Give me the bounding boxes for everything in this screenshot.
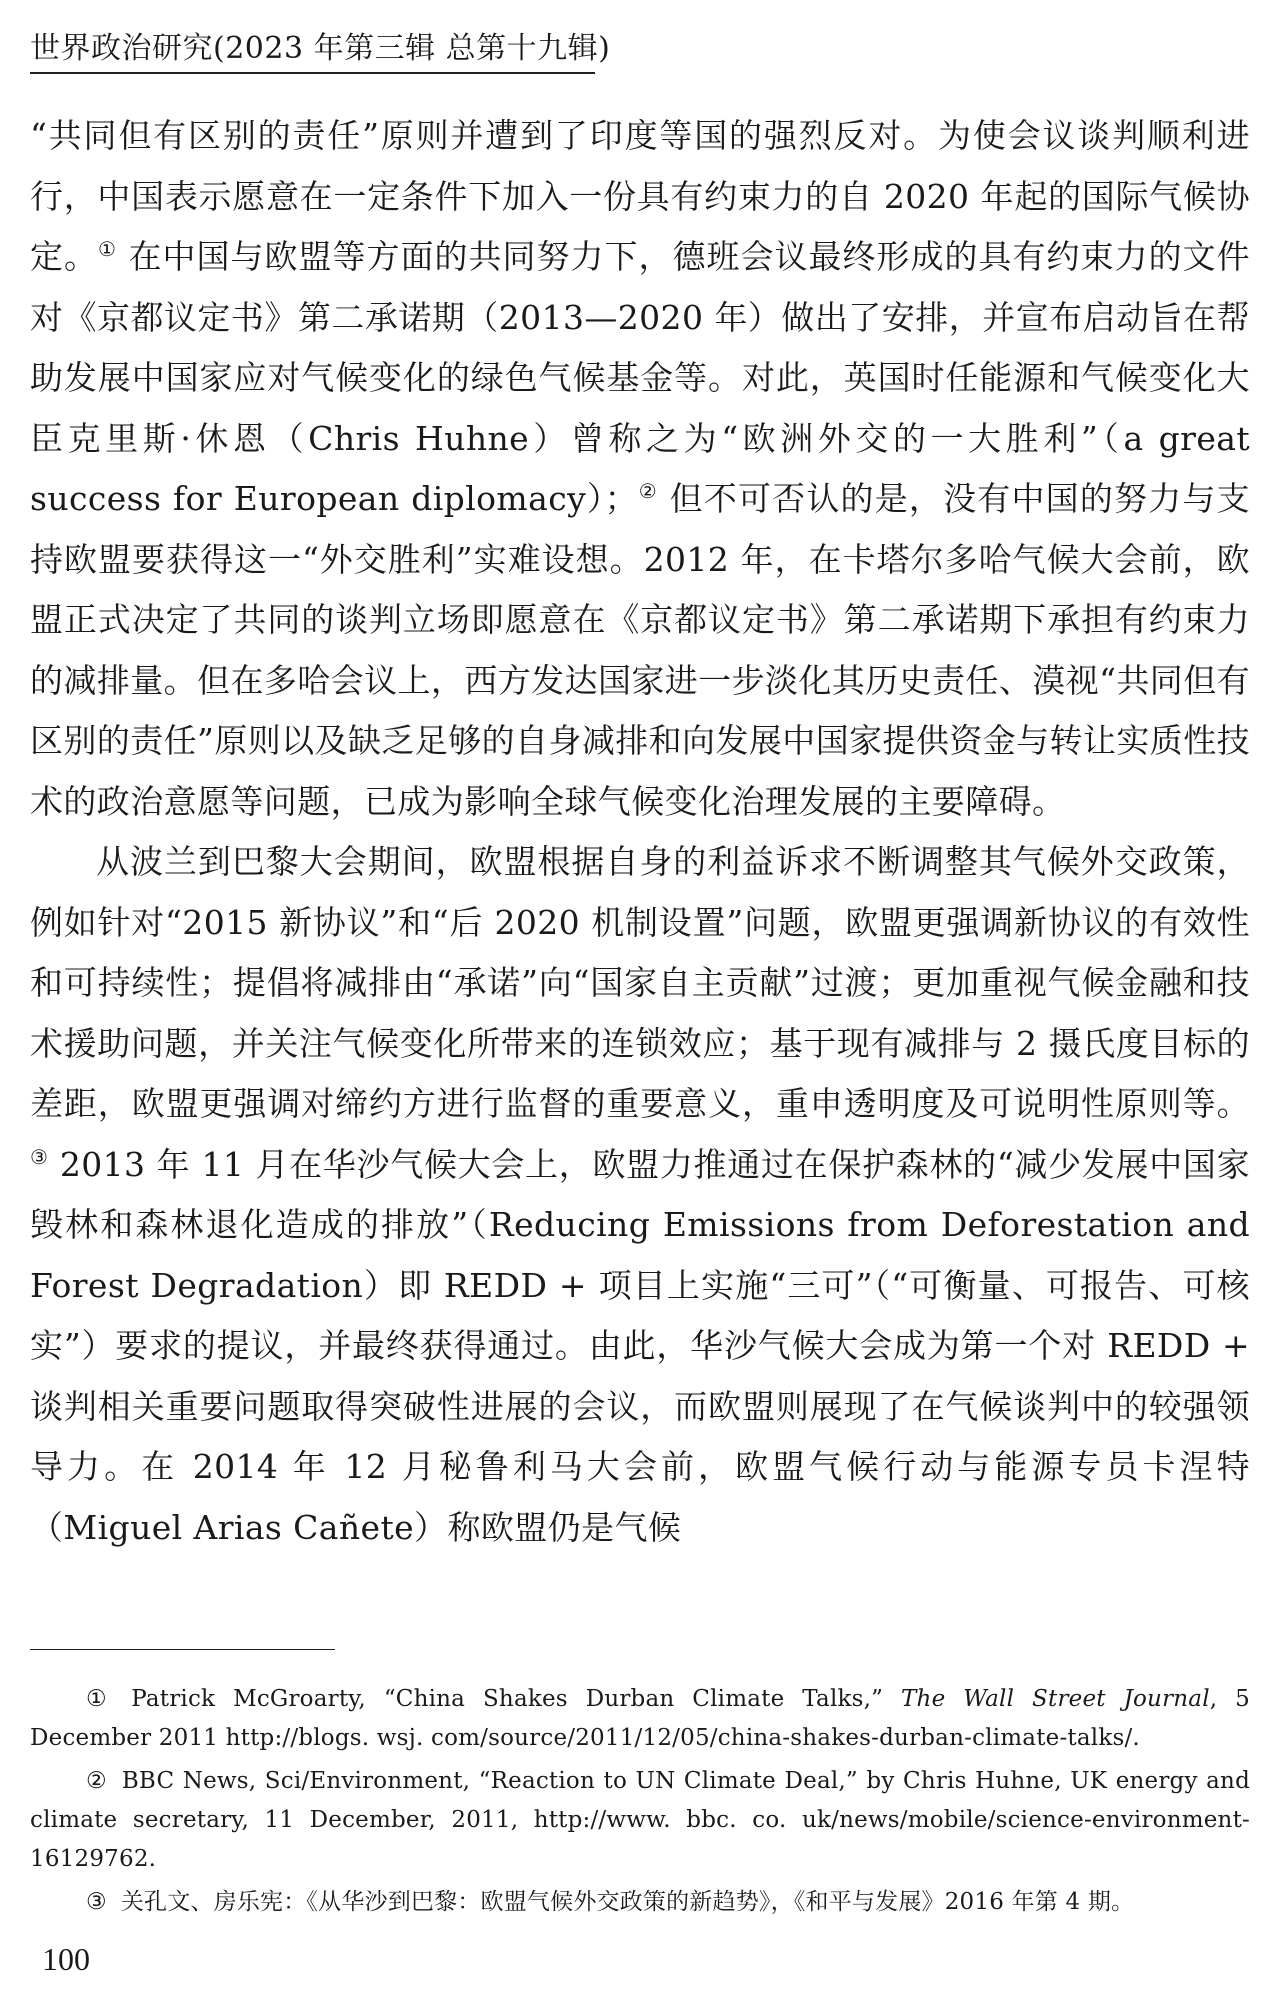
footnote-reference-1[interactable]: ① [98, 237, 117, 261]
main-body-text [30, 106, 1250, 1558]
footnote-reference-3[interactable]: ③ [30, 1144, 49, 1169]
footnote-marker: ① [86, 1686, 118, 1712]
footnote-marker: ③ [86, 1889, 107, 1915]
paragraph-text: “共同但有区别的责任”原则并遭到了印度等国的强烈反对。为使会议谈判顺利进行，中国表示愿意在一定条件下加入一份具有约束力的自 2020 年起的国际气候协定。 [30, 116, 1250, 276]
footnotes-section [30, 1680, 1250, 1926]
footnote-3 [30, 1883, 1250, 1922]
footnote-reference-2[interactable]: ② [638, 479, 658, 503]
paragraph-text: 但不可否认的是，没有中国的努力与支持欧盟要获得这一“外交胜利”实难设想。2012 年，在卡塔尔多哈气候大会前，欧盟正式决定了共同的谈判立场即愿意在《京都议定书》第二承诺期下承担有约束力的减排量。但在多哈会议上，西方发达国家进一步淡化其历史责任、漠视“共同但有区别的责任”原则以及缺乏足够的自身减排和向发展中国家提供资金与转让实质性技术的政治意愿等问题，已成为影响全球气候变化治理发展的主要障碍。 [30, 479, 1250, 821]
body-paragraph-2 [30, 832, 1250, 1558]
footnote-text: 关孔文、房乐宪：《从华沙到巴黎：欧盟气候外交政策的新趋势》，《和平与发展》2016 年第 4 期。 [120, 1889, 1135, 1915]
journal-title: The Wall Street Journal [901, 1686, 1210, 1712]
footnote-text: Patrick McGroarty, “China Shakes Durban Climate Talks,” [131, 1686, 902, 1712]
paragraph-text: 2013 年 11 月在华沙气候大会上，欧盟力推通过在保护森林的“减少发展中国家毁林和森林退化造成的排放”（Reducing Emissions from Deforestation and Forest Degradation）即 REDD + 项目上实施“三可”（“可衡量、可报告、可核实”）要求的提议，并最终获得通过。由此，华沙气候大会成为第一个对 REDD + 谈判相关重要问题取得突破性进展的会议，而欧盟则展现了在气候谈判中的较强领导力。在 2014 年 12 月秘鲁利马大会前，欧盟气候行动与能源专员卡涅特（Miguel Arias Cañete）称欧盟仍是气候 [30, 1144, 1250, 1547]
paragraph-text: 从波兰到巴黎大会期间，欧盟根据自身的利益诉求不断调整其气候外交政策，例如针对“2015 新协议”和“后 2020 机制设置”问题，欧盟更强调新协议的有效性和可持续性；提倡将减排由“承诺”向“国家自主贡献”过渡；更加重视气候金融和技术援助问题，并关注气候变化所带来的连锁效应；基于现有减排与 2 摄氏度目标的差距，欧盟更强调对缔约方进行监督的重要意义，重申透明度及可说明性原则等。 [30, 842, 1250, 1123]
footnote-text: BBC News, Sci/Environment, “Reaction to UN Climate Deal,” by Chris Huhne, UK energy and climate secretary, 11 December, 2011, http://www. bbc. co. uk/news/mobile/science-environment-16129762. [30, 1768, 1250, 1872]
footnote-1 [30, 1680, 1250, 1758]
paragraph-text: 在中国与欧盟等方面的共同努力下，德班会议最终形成的具有约束力的文件对《京都议定书》第二承诺期（2013—2020 年）做出了安排，并宣布启动旨在帮助发展中国家应对气候变化的绿色气候基金等。对此，英国时任能源和气候变化大臣克里斯·休恩（Chris Huhne）曾称之为“欧洲外交的一大胜利”（a great success for European diplomacy）； [30, 237, 1250, 518]
footnote-divider [30, 1649, 335, 1650]
body-paragraph-1 [30, 106, 1250, 832]
page-number: 100 [42, 1941, 90, 1977]
footnote-2 [30, 1762, 1250, 1879]
running-header: 世界政治研究(2023 年第三辑 总第十九辑) [30, 26, 595, 74]
footnote-text: , 5 December 2011 http://blogs. wsj. com/source/2011/12/05/china-shakes-durban-climate-talks/. [30, 1686, 1251, 1751]
footnote-marker: ② [86, 1768, 108, 1794]
